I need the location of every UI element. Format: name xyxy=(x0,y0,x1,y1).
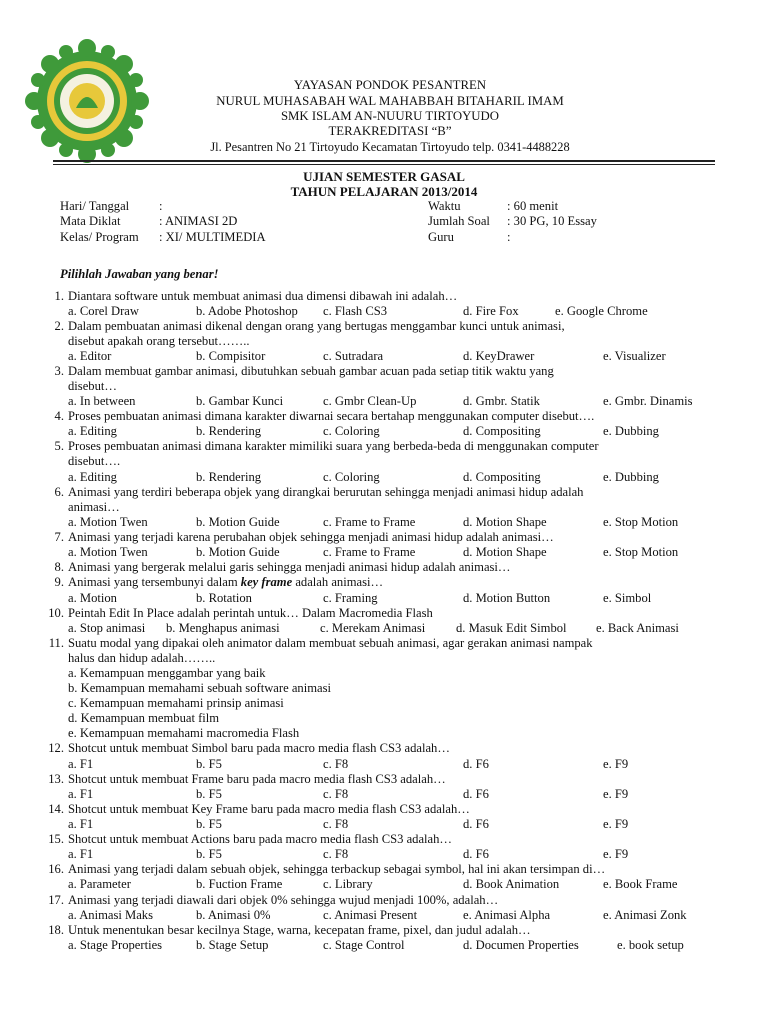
question-9 xyxy=(0,575,768,590)
option-c: c. Library xyxy=(323,877,373,891)
option-d: d. Book Animation xyxy=(463,877,560,891)
option-c: c. F8 xyxy=(323,787,349,801)
option-d: d. F6 xyxy=(463,787,489,801)
option-b: b. F5 xyxy=(196,757,222,771)
question-6-cont xyxy=(0,500,768,515)
header-divider xyxy=(53,160,715,162)
option-b: b. Stage Setup xyxy=(196,938,269,952)
question-number: 16. xyxy=(48,862,64,876)
question-number: 8. xyxy=(54,560,64,574)
key-frame-term: key frame xyxy=(240,575,293,589)
question-text: Animasi yang bergerak melalui garis sehingga menjadi animasi hidup adalah animasi… xyxy=(68,560,511,574)
question-text: Animasi yang terjadi dalam sebuah objek, sehingga terbackup sebagai symbol, hal ini akan tersimpan di… xyxy=(68,862,606,876)
option-c: c. Stage Control xyxy=(323,938,405,952)
option-c: c. Sutradara xyxy=(323,349,384,363)
option-e: e. F9 xyxy=(603,817,629,831)
hari-label: Hari/ Tanggal xyxy=(60,199,130,213)
option-e: e. Dubbing xyxy=(603,424,659,438)
question-1 xyxy=(0,289,768,304)
option-e: e. F9 xyxy=(603,757,629,771)
question-13 xyxy=(0,772,768,787)
question-5-cont xyxy=(0,454,768,469)
option-b: b. Fuction Frame xyxy=(196,877,283,891)
guru-value: : xyxy=(507,230,511,244)
option-c: c. Kemampuan memahami prinsip animasi xyxy=(68,696,284,710)
option-e: e. Visualizer xyxy=(603,349,666,363)
question-12 xyxy=(0,741,768,756)
option-b: b. Motion Guide xyxy=(196,545,280,559)
option-a: a. Motion Twen xyxy=(68,515,148,529)
option-b: b. Motion Guide xyxy=(196,515,280,529)
option-c: c. Coloring xyxy=(323,470,380,484)
question-text: Suatu modal yang dipakai oleh animator dalam membuat sebuah animasi, agar gerakan animasi nampak xyxy=(68,636,593,650)
guru-label: Guru xyxy=(428,230,454,244)
question-15 xyxy=(0,832,768,847)
jumlah-value: : 30 PG, 10 Essay xyxy=(507,214,597,228)
option-a: a. Stop animasi xyxy=(68,621,146,635)
question-text xyxy=(68,575,383,590)
option-e: e. Kemampuan memahami macromedia Flash xyxy=(68,726,300,740)
options-5 xyxy=(0,470,768,485)
options-6 xyxy=(0,515,768,530)
option-e: e. F9 xyxy=(603,787,629,801)
question-text: Animasi yang terjadi karena perubahan objek sehingga menjadi animasi hidup adalah animasi… xyxy=(68,530,554,544)
exam-year: TAHUN PELAJARAN 2013/2014 xyxy=(290,184,478,199)
option-11c xyxy=(0,696,768,711)
option-11b xyxy=(0,681,768,696)
question-number: 7. xyxy=(54,530,64,544)
option-a: a. Parameter xyxy=(68,877,131,891)
option-e: e. Back Animasi xyxy=(596,621,679,635)
kelas-label: Kelas/ Program xyxy=(60,230,139,244)
option-b: b. F5 xyxy=(196,817,222,831)
options-12 xyxy=(0,757,768,772)
instruction: Pilihlah Jawaban yang benar! xyxy=(60,267,219,281)
option-d: d. Motion Shape xyxy=(463,545,547,559)
option-a: a. Kemampuan menggambar yang baik xyxy=(68,666,266,680)
exam-title: UJIAN SEMESTER GASAL xyxy=(303,169,465,184)
option-b: b. Rendering xyxy=(196,424,262,438)
options-7 xyxy=(0,545,768,560)
option-c: c. F8 xyxy=(323,817,349,831)
option-d: d. F6 xyxy=(463,757,489,771)
option-e: e. book setup xyxy=(617,938,684,952)
option-b: b. F5 xyxy=(196,787,222,801)
option-b: b. Menghapus animasi xyxy=(166,621,280,635)
option-d: d. Gmbr. Statik xyxy=(463,394,540,408)
question-18 xyxy=(0,923,768,938)
waktu-value: : 60 menit xyxy=(507,199,559,213)
option-c: c. F8 xyxy=(323,757,349,771)
option-c: c. Gmbr Clean-Up xyxy=(323,394,417,408)
option-a: a. F1 xyxy=(68,817,94,831)
option-a: a. Animasi Maks xyxy=(68,908,154,922)
options-10 xyxy=(0,621,768,636)
question-text: Shotcut untuk membuat Actions baru pada macro media flash CS3 adalah… xyxy=(68,832,453,846)
option-d: d. KeyDrawer xyxy=(463,349,535,363)
question-number: 13. xyxy=(48,772,64,786)
options-2 xyxy=(0,349,768,364)
question-3 xyxy=(0,364,768,379)
option-e: e. Stop Motion xyxy=(603,515,679,529)
option-11e xyxy=(0,726,768,741)
option-e: e. F9 xyxy=(603,847,629,861)
question-text: Animasi yang terjadi diawali dari objek 0% sehingga wujud menjadi 100%, adalah… xyxy=(68,893,499,907)
options-3 xyxy=(0,394,768,409)
question-number: 11. xyxy=(48,636,64,650)
options-4 xyxy=(0,424,768,439)
question-5 xyxy=(0,439,768,454)
option-b: b. Gambar Kunci xyxy=(196,394,284,408)
question-number: 3. xyxy=(54,364,64,378)
option-b: b. F5 xyxy=(196,847,222,861)
question-text: Dalam membuat gambar animasi, dibutuhkan sebuah gambar acuan pada setiap titik waktu yang xyxy=(68,364,554,378)
option-b: b. Animasi 0% xyxy=(196,908,271,922)
question-text: animasi… xyxy=(68,500,120,514)
option-e: e. Book Frame xyxy=(603,877,678,891)
question-6 xyxy=(0,485,768,500)
option-d: d. Motion Button xyxy=(463,591,551,605)
hari-value: : xyxy=(159,199,163,213)
question-text: Dalam pembuatan animasi dikenal dengan orang yang bertugas menggambar kunci untuk animasi, xyxy=(68,319,565,333)
option-c: c. Merekam Animasi xyxy=(320,621,426,635)
question-text: disebut apakah orang tersebut…….. xyxy=(68,334,250,348)
question-text: Shotcut untuk membuat Simbol baru pada macro media flash CS3 adalah… xyxy=(68,741,450,755)
options-14 xyxy=(0,817,768,832)
option-c: c. Flash CS3 xyxy=(323,304,388,318)
option-c: c. Framing xyxy=(323,591,378,605)
option-e: e. Animasi Zonk xyxy=(603,908,687,922)
question-11 xyxy=(0,636,768,651)
option-b: b. Kemampuan memahami sebuah software animasi xyxy=(68,681,331,695)
question-text: Animasi yang terdiri beberapa objek yang dirangkai berurutan sehingga menjadi animasi hidup adalah xyxy=(68,485,584,499)
option-b: b. Compisitor xyxy=(196,349,266,363)
school-address: Jl. Pesantren No 21 Tirtoyudo Kecamatan Tirtoyudo telp. 0341-4488228 xyxy=(210,140,570,154)
question-2 xyxy=(0,319,768,334)
option-e: e. Dubbing xyxy=(603,470,659,484)
option-a: a. Stage Properties xyxy=(68,938,163,952)
option-11d xyxy=(0,711,768,726)
question-10 xyxy=(0,606,768,621)
accreditation: TERAKREDITASI “B” xyxy=(328,124,452,138)
question-14 xyxy=(0,802,768,817)
option-a: a. In between xyxy=(68,394,136,408)
option-d: d. Masuk Edit Simbol xyxy=(456,621,567,635)
question-number: 4. xyxy=(54,409,64,423)
option-a: a. F1 xyxy=(68,847,94,861)
option-d: d. Kemampuan membuat film xyxy=(68,711,220,725)
option-d: d. F6 xyxy=(463,847,489,861)
option-b: b. Rendering xyxy=(196,470,262,484)
question-number: 17. xyxy=(48,893,64,907)
question-text: Proses pembuatan animasi dimana karakter diwarnai secara bertahap menggunakan computer disebut…. xyxy=(68,409,595,423)
options-15 xyxy=(0,847,768,862)
options-18 xyxy=(0,938,768,953)
option-d: d. Documen Properties xyxy=(463,938,579,952)
question-number: 12. xyxy=(48,741,64,755)
option-e: e. Gmbr. Dinamis xyxy=(603,394,693,408)
question-number: 15. xyxy=(48,832,64,846)
option-a: a. Editing xyxy=(68,424,117,438)
option-c: c. F8 xyxy=(323,847,349,861)
question-text: halus dan hidup adalah…….. xyxy=(68,651,216,665)
question-17 xyxy=(0,893,768,908)
pesantren-name: NURUL MUHASABAH WAL MAHABBAH BITAHARIL IMAM xyxy=(216,94,564,108)
option-11a xyxy=(0,666,768,681)
option-b: b. Adobe Photoshop xyxy=(196,304,298,318)
option-c: c. Frame to Frame xyxy=(323,545,416,559)
question-text: disebut…. xyxy=(68,454,121,468)
question-text: Diantara software untuk membuat animasi dua dimensi dibawah ini adalah… xyxy=(68,289,458,303)
question-text: disebut… xyxy=(68,379,117,393)
question-text: Shotcut untuk membuat Frame baru pada macro media flash CS3 adalah… xyxy=(68,772,446,786)
foundation-name: YAYASAN PONDOK PESANTREN xyxy=(293,78,487,92)
option-c: c. Frame to Frame xyxy=(323,515,416,529)
question-8 xyxy=(0,560,768,575)
question-text: Proses pembuatan animasi dimana karakter mimiliki suara yang berbeda-beda di menggunakan computer xyxy=(68,439,599,453)
question-number: 6. xyxy=(54,485,64,499)
mapel-value: : ANIMASI 2D xyxy=(159,214,238,228)
question-number: 1. xyxy=(54,289,64,303)
header-divider-thin xyxy=(53,164,715,165)
option-a: a. Editing xyxy=(68,470,117,484)
option-b: b. Rotation xyxy=(196,591,252,605)
option-e: e. Google Chrome xyxy=(555,304,648,318)
option-a: a. Corel Draw xyxy=(68,304,139,318)
option-d: d. Motion Shape xyxy=(463,515,547,529)
option-a: a. Editor xyxy=(68,349,112,363)
question-number: 18. xyxy=(48,923,64,937)
question-text-part: adalah animasi… xyxy=(292,575,384,589)
options-9 xyxy=(0,591,768,606)
question-16 xyxy=(0,862,768,877)
option-d: e. Animasi Alpha xyxy=(463,908,551,922)
question-7 xyxy=(0,530,768,545)
question-number: 9. xyxy=(54,575,64,589)
question-11-cont xyxy=(0,651,768,666)
option-d: d. Compositing xyxy=(463,470,541,484)
question-text: Shotcut untuk membuat Key Frame baru pada macro media flash CS3 adalah… xyxy=(68,802,470,816)
school-name: SMK ISLAM AN-NUURU TIRTOYUDO xyxy=(280,109,500,123)
waktu-label: Waktu xyxy=(428,199,461,213)
option-d: d. Fire Fox xyxy=(463,304,519,318)
option-d: d. Compositing xyxy=(463,424,541,438)
option-d: d. F6 xyxy=(463,817,489,831)
options-16 xyxy=(0,877,768,892)
question-number: 2. xyxy=(54,319,64,333)
options-13 xyxy=(0,787,768,802)
option-c: c. Coloring xyxy=(323,424,380,438)
jumlah-label: Jumlah Soal xyxy=(428,214,490,228)
question-text: Peintah Edit In Place adalah perintah untuk… Dalam Macromedia Flash xyxy=(68,606,433,620)
question-number: 14. xyxy=(48,802,64,816)
option-a: a. Motion Twen xyxy=(68,545,148,559)
question-3-cont xyxy=(0,379,768,394)
option-a: a. F1 xyxy=(68,757,94,771)
question-text-part: Animasi yang tersembunyi dalam xyxy=(68,575,241,589)
school-logo xyxy=(24,38,150,164)
option-e: e. Stop Motion xyxy=(603,545,679,559)
option-e: e. Simbol xyxy=(603,591,652,605)
option-a: a. F1 xyxy=(68,787,94,801)
kelas-value: : XI/ MULTIMEDIA xyxy=(159,230,266,244)
option-c: c. Animasi Present xyxy=(323,908,418,922)
question-number: 10. xyxy=(48,606,64,620)
question-number: 5. xyxy=(54,439,64,453)
question-4 xyxy=(0,409,768,424)
question-text: Untuk menentukan besar kecilnya Stage, warna, kecepatan frame, pixel, dan judul adalah… xyxy=(68,923,531,937)
option-a: a. Motion xyxy=(68,591,117,605)
options-17 xyxy=(0,908,768,923)
question-2-cont xyxy=(0,334,768,349)
mapel-label: Mata Diklat xyxy=(60,214,121,228)
options-1 xyxy=(0,304,768,319)
